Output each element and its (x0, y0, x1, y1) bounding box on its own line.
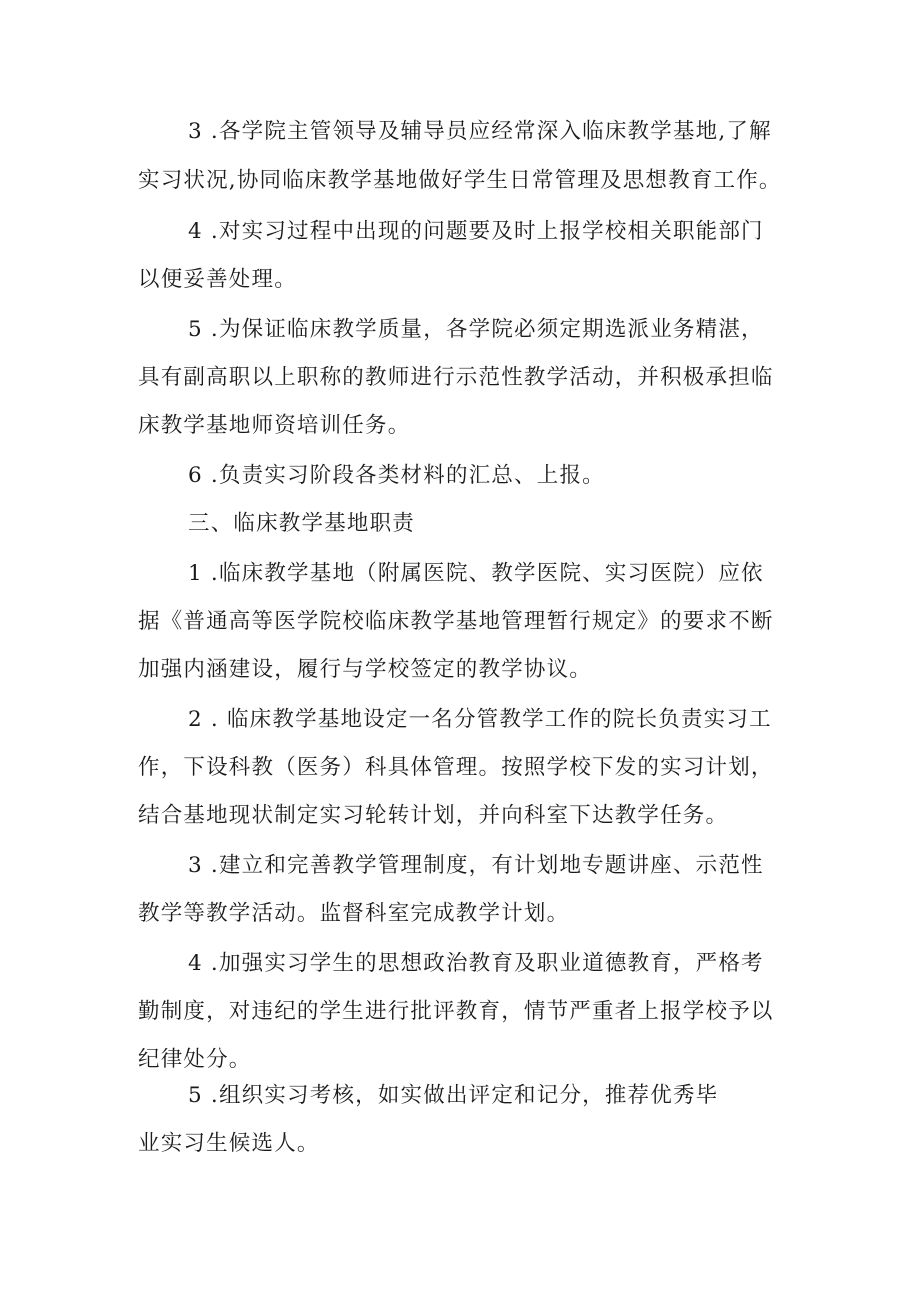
text-line: 加强内涵建设，履行与学校签定的教学协议。 (138, 657, 593, 682)
text-line: 4 .加强实习学生的思想政治教育及职业道德教育，严格考 (188, 951, 764, 976)
text-line: 4 .对实习过程中出现的问题要及时上报学校相关职能部门 (188, 219, 764, 244)
text-line: 以便妥善处理。 (138, 267, 297, 292)
text-line: 5 .组织实习考核，如实做出评定和记分，推荐优秀毕 (188, 1083, 719, 1108)
text-line: 纪律处分。 (138, 1047, 252, 1072)
text-line: 具有副高职以上职称的教师进行示范性教学活动，并积极承担临 (138, 365, 774, 390)
text-line: 6 .负责实习阶段各类材料的汇总、上报。 (188, 463, 605, 488)
text-line: 作，下设科教（医务）科具体管理。按照学校下发的实习计划， (138, 755, 774, 780)
text-line: 3 .建立和完善教学管理制度，有计划地专题讲座、示范性 (188, 853, 764, 878)
text-line: 实习状况,协同临床教学基地做好学生日常管理及思想教育工作。 (138, 168, 782, 193)
section-heading: 三、临床教学基地职责 (188, 511, 416, 536)
text-line: 业实习生候选人。 (138, 1131, 320, 1156)
text-line: 勤制度，对违纪的学生进行批评教育，情节严重者上报学校予以 (138, 999, 774, 1024)
text-line: 3 .各学院主管领导及辅导员应经常深入临床教学基地,了解 (188, 119, 772, 144)
text-line: 据《普通高等医学院校临床教学基地管理暂行规定》的要求不断 (138, 609, 774, 634)
text-line: 床教学基地师资培训任务。 (138, 413, 411, 438)
text-line: 2 . 临床教学基地设定一名分管教学工作的院长负责实习工 (188, 707, 772, 732)
text-line: 结合基地现状制定实习轮转计划，并向科室下达教学任务。 (138, 803, 729, 828)
text-line: 5 .为保证临床教学质量，各学院必须定期选派业务精湛， (188, 317, 764, 342)
text-line: 教学等教学活动。监督科室完成教学计划。 (138, 901, 570, 926)
text-line: 1 .临床教学基地（附属医院、教学医院、实习医院）应依 (188, 561, 764, 586)
